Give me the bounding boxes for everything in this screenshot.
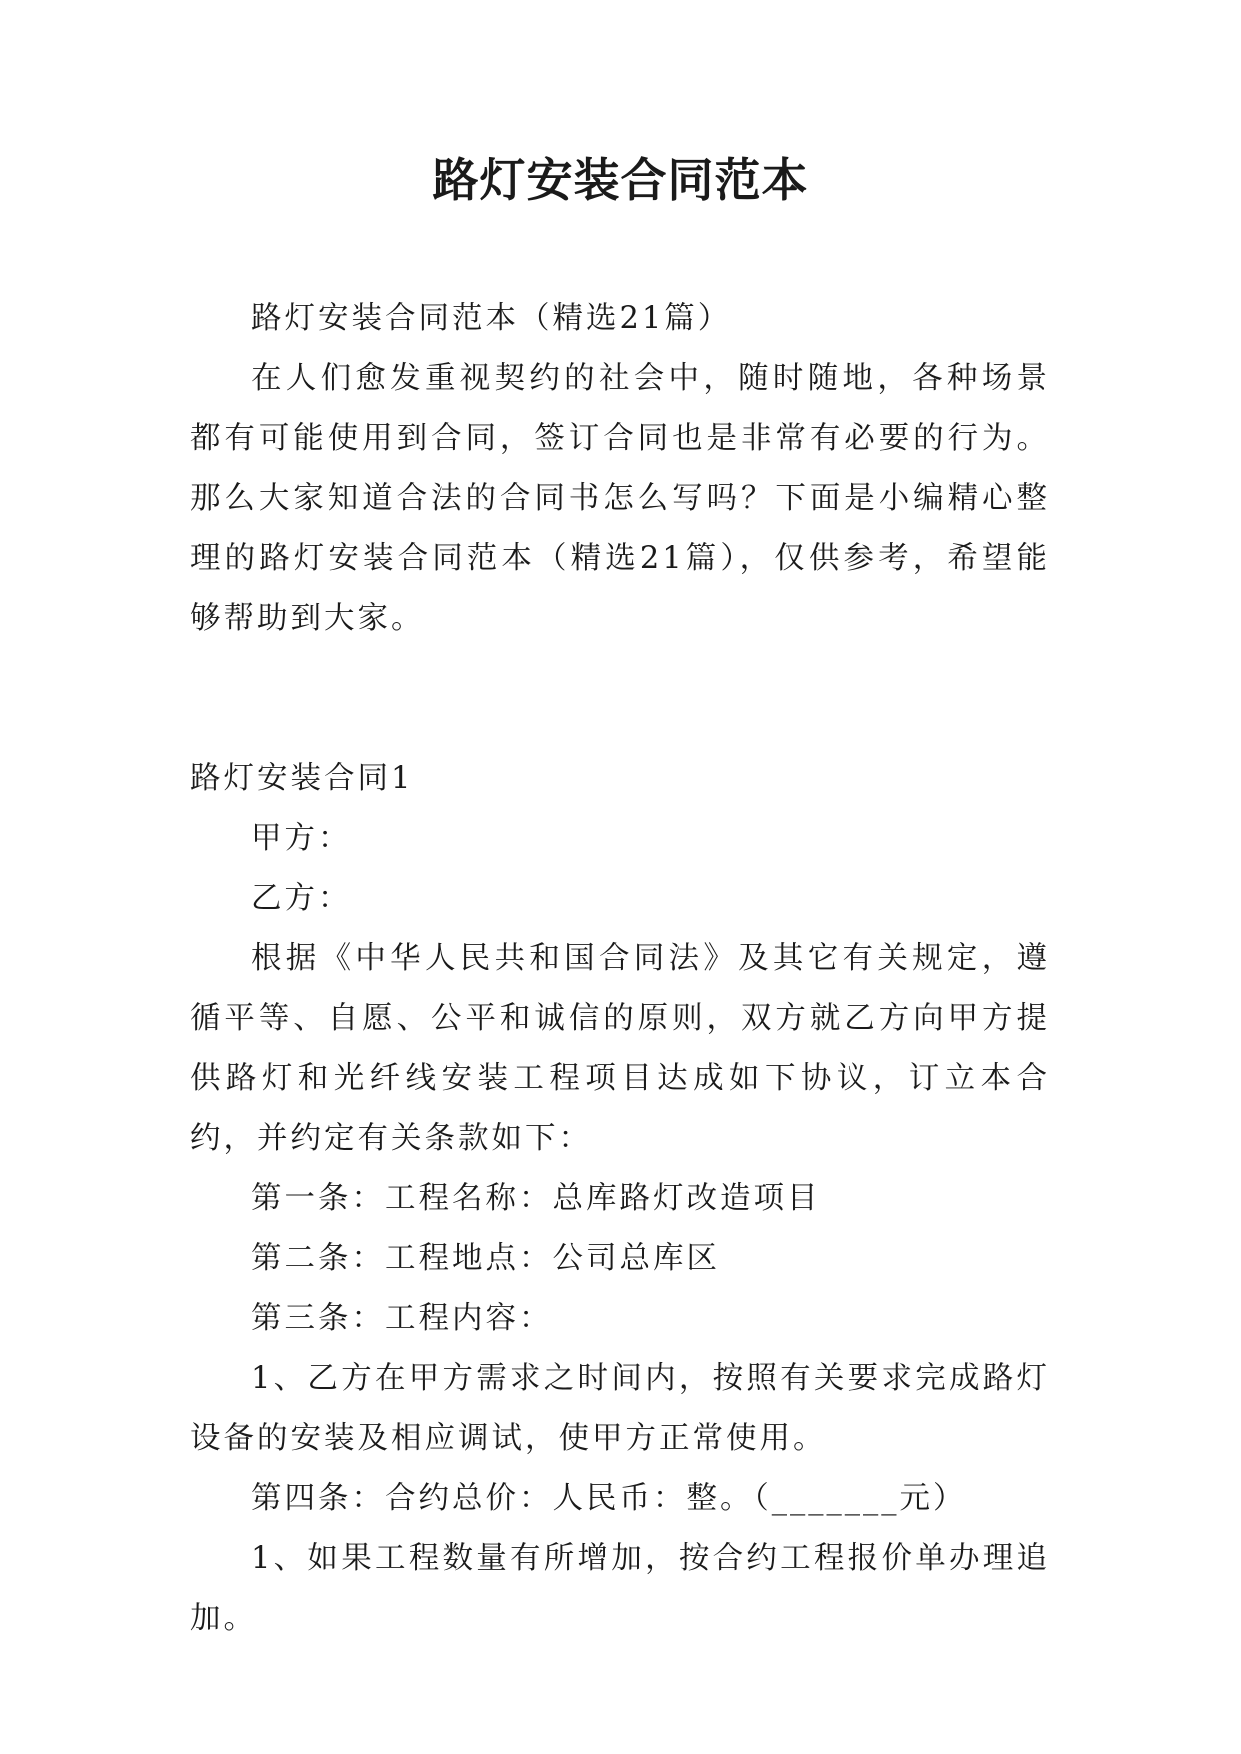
- article-3: 第三条：工程内容：: [251, 1301, 553, 1336]
- basis-paragraph: 根据《中华人民共和国合同法》及其它有关规定，遵循平等、自愿、公平和诚信的原则，双方就乙方向甲方提供路灯和光纤线安装工程项目达成如下协议，订立本合约，并约定有关条款如下：: [190, 941, 1050, 1156]
- article-4: 第四条：合约总价：人民币：整。（_______元）: [251, 1481, 967, 1516]
- subtitle-paragraph: 路灯安装合同范本（精选21篇）: [251, 301, 732, 336]
- article-4-item-1: 1、如果工程数量有所增加，按合约工程报价单办理追加。: [190, 1541, 1050, 1636]
- document-body: [190, 289, 1050, 1649]
- article-3-item-1: 1、乙方在甲方需求之时间内，按照有关要求完成路灯设备的安装及相应调试，使甲方正常使用。: [190, 1361, 1050, 1456]
- party-b-line: 乙方：: [251, 881, 352, 916]
- section-heading: 路灯安装合同1: [190, 761, 414, 796]
- intro-paragraph: 在人们愈发重视契约的社会中，随时随地，各种场景都有可能使用到合同，签订合同也是非常有必要的行为。那么大家知道合法的合同书怎么写吗？下面是小编精心整理的路灯安装合同范本（精选21篇），仅供参考，希望能够帮助到大家。: [190, 361, 1050, 636]
- paragraph-spacer: [190, 649, 1050, 749]
- party-a-line: 甲方：: [251, 821, 352, 856]
- article-1: 第一条：工程名称：总库路灯改造项目: [251, 1181, 821, 1216]
- article-2: 第二条：工程地点：公司总库区: [251, 1241, 720, 1276]
- document-title: 路灯安装合同范本: [432, 153, 809, 207]
